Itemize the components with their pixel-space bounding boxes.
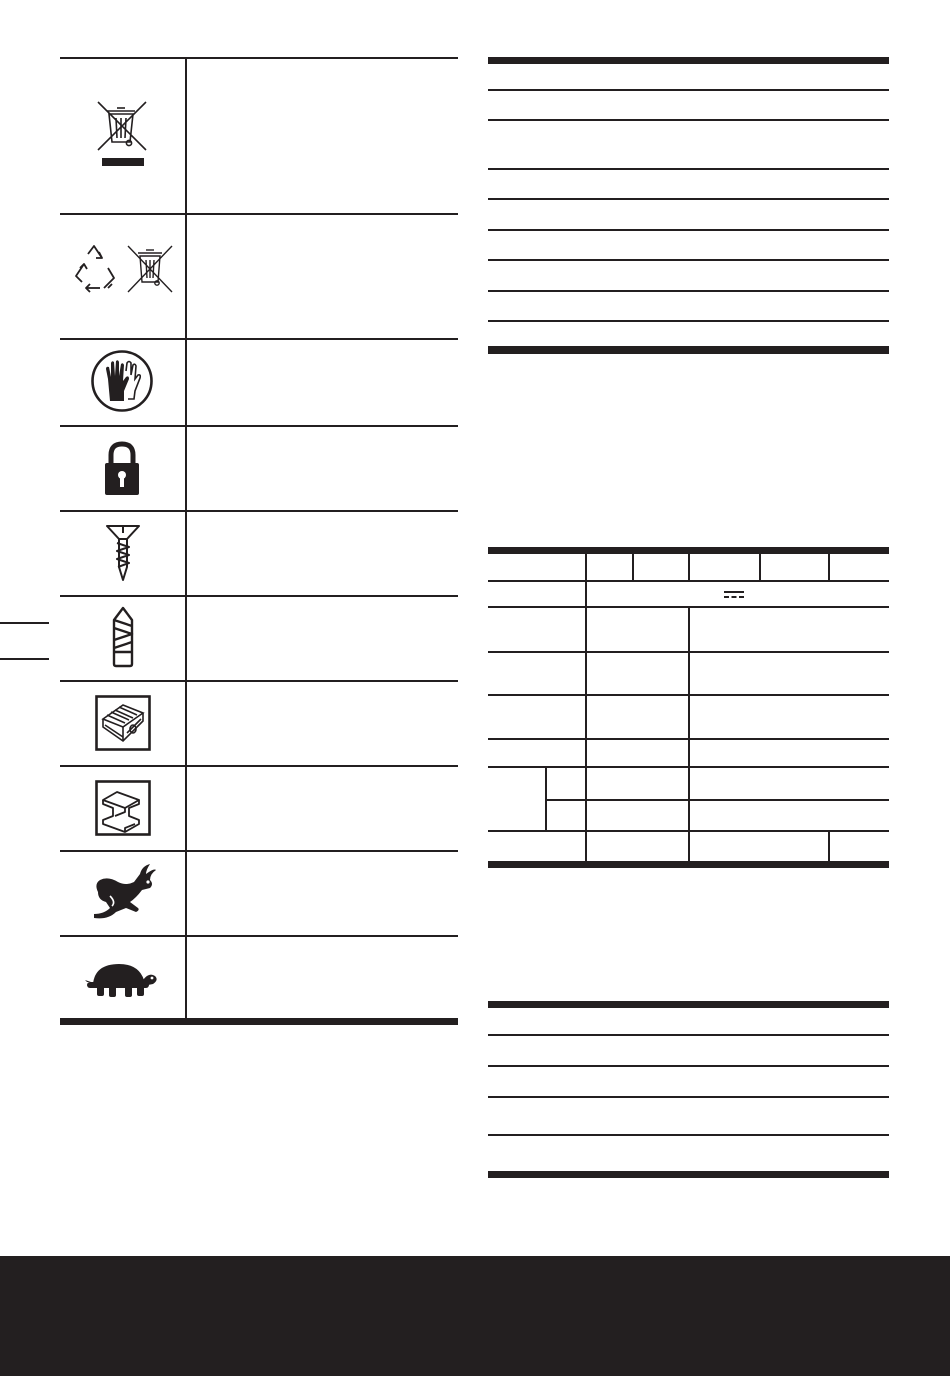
row-divider [545, 799, 889, 801]
metal-beam-icon [95, 780, 151, 836]
table-bottom-rule [488, 346, 889, 354]
drill-bit-icon [110, 606, 136, 668]
row-divider [488, 1065, 889, 1067]
column-divider [688, 766, 690, 831]
table-top-rule [488, 1001, 889, 1008]
column-divider [828, 830, 830, 863]
row-divider [60, 765, 458, 767]
table-top-rule [488, 57, 889, 64]
row-divider [488, 89, 889, 91]
dc-voltage-icon [720, 588, 748, 602]
row-divider [488, 1134, 889, 1136]
column-divider [828, 547, 830, 581]
column-divider [688, 606, 690, 766]
table-bottom-rule [60, 1018, 458, 1025]
padlock-icon [104, 441, 140, 497]
row-divider [60, 850, 458, 852]
turtle-slow-speed-icon [85, 958, 161, 1000]
screw-icon [105, 523, 141, 583]
row-divider [60, 425, 458, 427]
side-tab-rule [0, 622, 49, 624]
column-divider [632, 547, 634, 581]
column-divider [688, 830, 690, 863]
row-divider [488, 1034, 889, 1036]
side-tab-rule [0, 658, 49, 660]
rabbit-fast-speed-icon [90, 862, 158, 924]
footer-band [0, 1256, 950, 1376]
column-divider [185, 57, 187, 1020]
row-divider [60, 935, 458, 937]
row-divider [60, 510, 458, 512]
column-divider [545, 766, 547, 831]
row-divider [488, 119, 889, 121]
row-divider [488, 229, 889, 231]
row-divider [60, 595, 458, 597]
row-divider [60, 338, 458, 340]
row-divider [488, 259, 889, 261]
row-divider [488, 320, 889, 322]
weee-crossed-bin-icon [96, 100, 150, 170]
row-divider [488, 1096, 889, 1098]
column-divider [759, 547, 761, 581]
table-bottom-rule [488, 1171, 889, 1178]
row-divider [488, 198, 889, 200]
row-divider [60, 213, 458, 215]
column-divider [688, 547, 690, 581]
wood-icon [95, 695, 151, 751]
row-divider [60, 680, 458, 682]
column-divider [585, 547, 587, 865]
row-divider [488, 290, 889, 292]
table-rule [60, 57, 458, 59]
recycle-and-bin-icon [72, 244, 176, 296]
row-divider [488, 168, 889, 170]
gloves-icon [90, 349, 154, 413]
